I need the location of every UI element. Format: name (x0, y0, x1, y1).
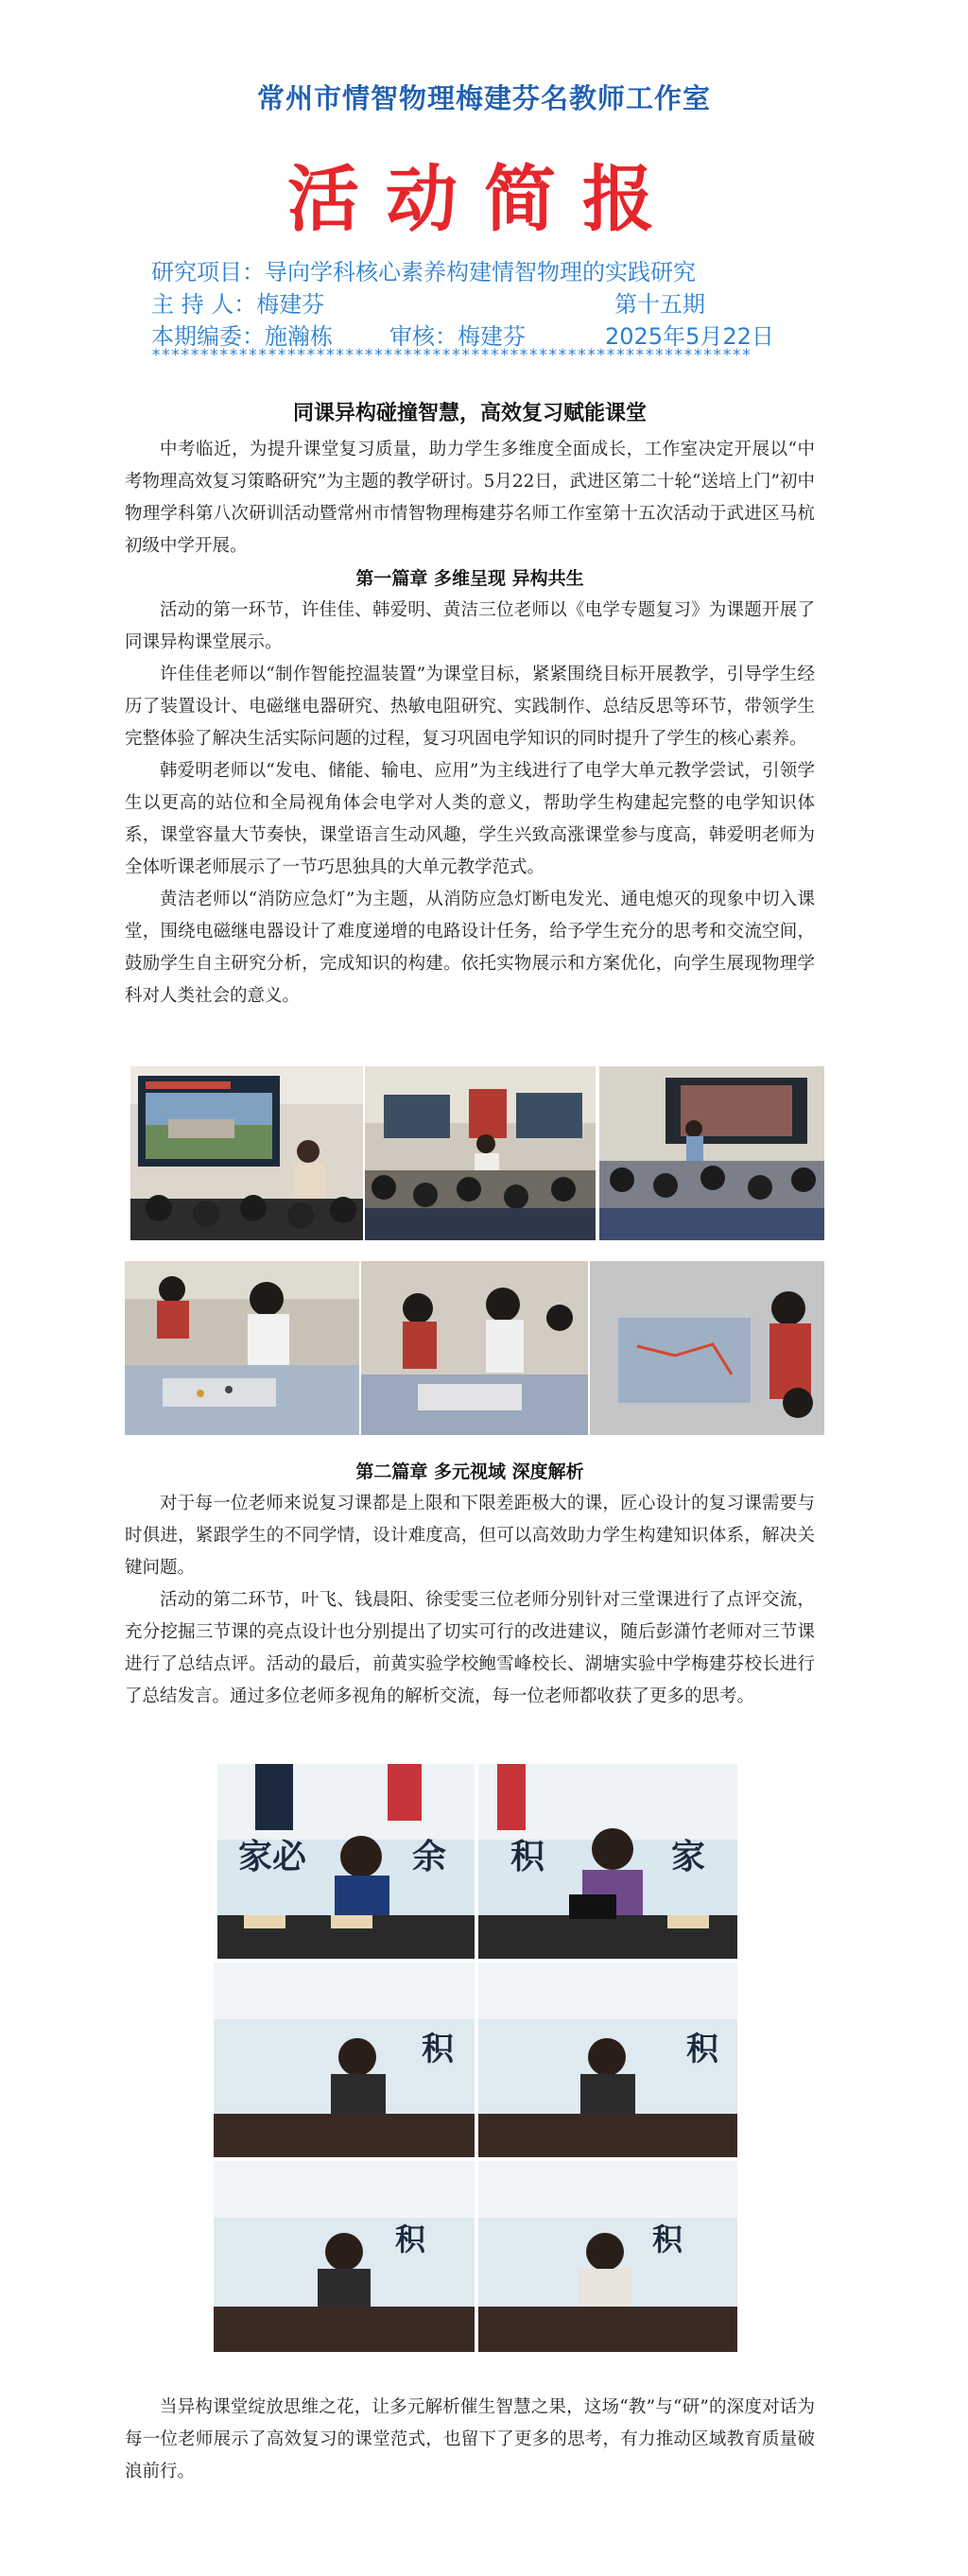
chapter1-paragraph: 黄洁老师以“消防应急灯”为主题，从消防应急灯断电发光、通电熄灭的现象中切入课堂，围绕电磁继电器设计了难度递增的电路设计任务，给予学生充分的思考和交流空间，鼓励学生自主研究分析，完成知识的构建。依托实物展示和方案优化，向学生展现物理学科对人类社会的意义。 (125, 890, 815, 1006)
classroom-photo (599, 1066, 824, 1240)
bulletin-title: 活动简报 (287, 157, 681, 241)
host-label: 主 持 人： (151, 291, 257, 318)
banner-text: 积 (395, 2222, 426, 2257)
speaker-photo (214, 2161, 475, 2352)
star-divider: ************************************************************** (151, 346, 752, 365)
classroom-photo (125, 1261, 359, 1435)
banner-text: 积 (510, 1838, 545, 1876)
project-label: 研究项目： (151, 259, 265, 285)
banner-text: 家必 (238, 1838, 307, 1876)
issue-number: 第十五期 (614, 291, 705, 318)
studio-name: 常州市情智物理梅建芬名教师工作室 (256, 82, 711, 114)
banner-text: 家 (671, 1838, 706, 1876)
article-body-2 (125, 1456, 815, 1713)
article-body (125, 397, 815, 1012)
classroom-photo (590, 1261, 824, 1435)
project-line (151, 253, 696, 286)
chapter1-paragraph: 活动的第一环节，许佳佳、韩爱明、黄洁三位老师以《电学专题复习》为课题开展了同课异构课堂展示。 (125, 600, 815, 652)
editor-label: 本期编委： (151, 323, 265, 350)
host-line (151, 285, 324, 319)
host-value: 梅建芬 (256, 291, 325, 318)
speaker-photo (478, 2161, 737, 2352)
reviewer-label: 审核： (389, 323, 458, 350)
chapter2-heading: 第二篇章 多元视域 深度解析 (355, 1461, 584, 1482)
banner-text: 积 (652, 2222, 683, 2257)
chapter2-paragraph: 活动的第二环节，叶飞、钱晨阳、徐雯雯三位老师分别针对三堂课进行了点评交流，充分挖掘三节课的亮点设计也分别提出了切实可行的改进建议，随后彭潇竹老师对三节课进行了总结点评。活动的最后，前黄实验学校鲍雪峰校长、湖塘实验中学梅建芬校长进行了总结发言。通过多位老师多视角的解析交流，每一位老师都收获了更多的思考。 (125, 1590, 815, 1706)
classroom-photo (361, 1261, 588, 1435)
reviewer-value: 梅建芬 (458, 323, 526, 350)
intro-paragraph: 中考临近，为提升课堂复习质量，助力学生多维度全面成长，工作室决定开展以“中考物理高效复习策略研究”为主题的教学研讨。5月22日，武进区第二十轮“送培上门”初中物理学科第八次研训活动暨常州市情智物理梅建芬名师工作室第十五次活动于武进区马杭初级中学开展。 (125, 440, 815, 556)
chapter2-paragraph: 对于每一位老师来说复习课都是上限和下限差距极大的课，匠心设计的复习课需要与时俱进，紧跟学生的不同学情，设计难度高，但可以高效助力学生构建知识体系，解决关键问题。 (125, 1494, 815, 1578)
article-title: 同课异构碰撞智慧，高效复习赋能课堂 (292, 401, 647, 425)
banner-text: 积 (686, 2031, 718, 2068)
closing-paragraph: 当异构课堂绽放思维之花，让多元解析催生智慧之果，这场“教”与“研”的深度对话为每一位老师展示了高效复习的课堂范式，也留下了更多的思考，有力推动区域教育质量破浪前行。 (125, 2397, 815, 2481)
classroom-photo (130, 1066, 363, 1240)
issue-date: 2025年5月22日 (605, 323, 774, 350)
banner-text: 积 (422, 2031, 454, 2068)
chapter1-paragraph: 许佳佳老师以“制作智能控温装置”为课堂目标，紧紧围绕目标开展教学，引导学生经历了装置设计、电磁继电器研究、热敏电阻研究、实践制作、总结反思等环节，带领学生完整体验了解决生活实际问题的过程，复习巩固电学知识的同时提升了学生的核心素养。 (125, 665, 815, 749)
chapter1-paragraph: 韩爱明老师以“发电、储能、输电、应用”为主线进行了电学大单元教学尝试，引领学生以更高的站位和全局视角体会电学对人类的意义，帮助学生构建起完整的电学知识体系，课堂容量大节奏快，课堂语言生动风趣，学生兴致高涨课堂参与度高，韩爱明老师为全体听课老师展示了一节巧思独具的大单元教学范式。 (125, 761, 815, 877)
banner-text: 余 (412, 1838, 447, 1876)
classroom-photo (365, 1066, 596, 1240)
chapter1-heading: 第一篇章 多维呈现 异构共生 (355, 568, 584, 589)
editor-value: 施瀚栋 (265, 323, 333, 350)
closing-section (125, 2392, 815, 2488)
project-value: 导向学科核心素养构建情智物理的实践研究 (265, 259, 696, 285)
